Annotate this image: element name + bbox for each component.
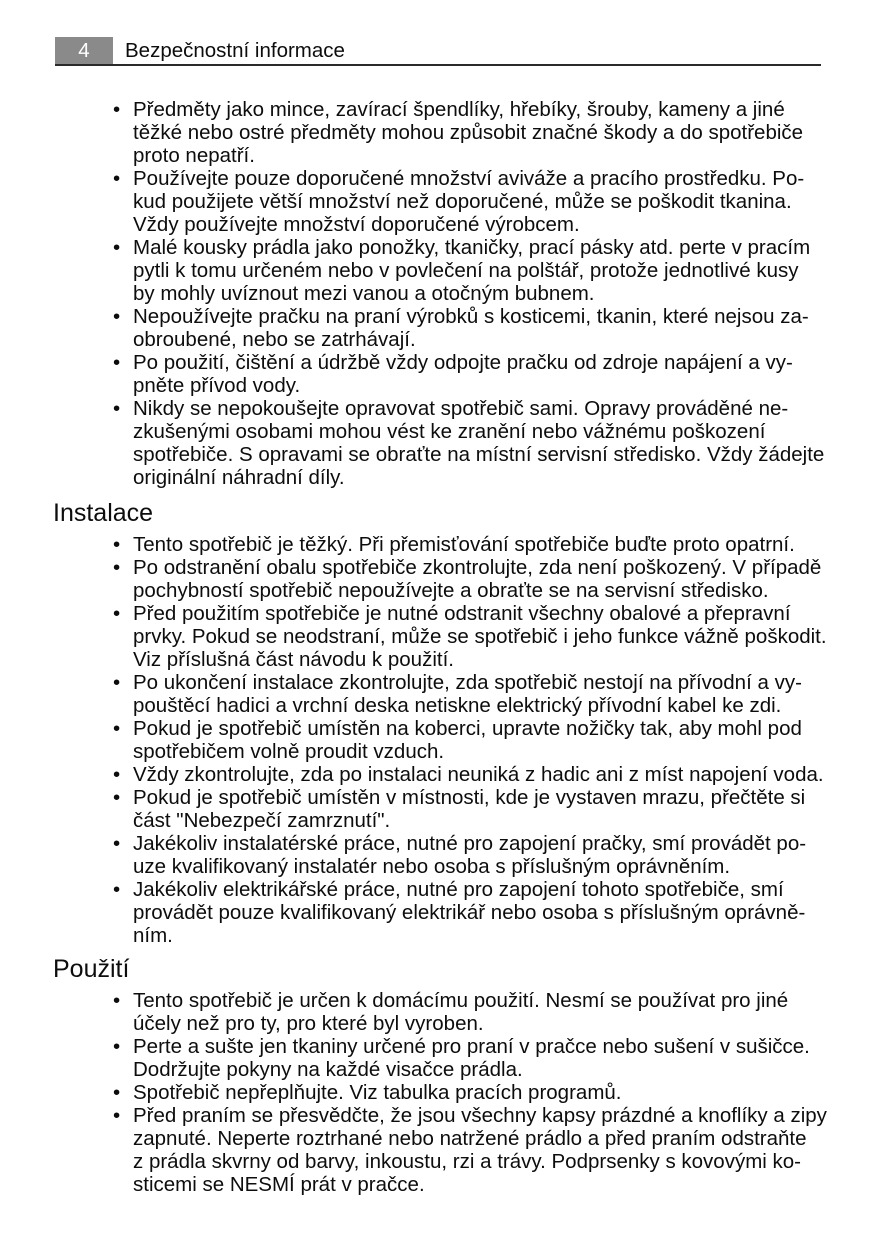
list-item-text-line: spotřebiče. S opravami se obraťte na místní servisní středisko. Vždy žádejte [133,443,825,466]
list-item [133,556,875,602]
section-installation [0,498,875,947]
bullet-icon [113,533,120,556]
list-item-text-line: spotřebičem volně proudit vzduch. [133,740,445,763]
list-item [133,167,875,236]
list-item-text-line: Používejte pouze doporučené množství aviváže a pracího prostředku. Po- [133,167,805,190]
list-item-text-line: Předměty jako mince, zavírací špendlíky, hřebíky, šrouby, kameny a jiné [133,98,785,121]
bullet-icon [113,602,120,625]
list-item-text-line: Vždy zkontrolujte, zda po instalaci neuniká z hadic ani z míst napojení voda. [133,763,824,786]
list-item [133,989,875,1035]
list-item-text-line: Před použitím spotřebiče je nutné odstranit všechny obalové a přepravní [133,602,791,625]
list-item [133,305,875,351]
list-item [133,397,875,489]
section-use [0,954,875,1196]
list-item [133,1104,875,1196]
list-item [133,786,875,832]
list-item-text-line: pytli k tomu určeném nebo v povlečení na polštář, protože jednotlivé kusy [133,259,799,282]
bullet-list [0,989,875,1196]
bullet-list [0,98,875,489]
list-item-text-line: Jakékoliv instalatérské práce, nutné pro zapojení pračky, smí provádět po- [133,832,807,855]
bullet-icon [113,167,120,190]
list-item-text-line: Před praním se přesvědčte, že jsou všechny kapsy prázdné a knoflíky a zipy [133,1104,827,1127]
running-header-title: Bezpečnostní informace [125,39,345,62]
list-item [133,671,875,717]
list-item-text-line: účely než pro ty, pro které byl vyroben. [133,1012,484,1035]
bullet-icon [113,671,120,694]
bullet-icon [113,989,120,1012]
list-item-text-line: zkušenými osobami mohou vést ke zranění nebo vážnému poškození [133,420,766,443]
list-item [133,351,875,397]
list-item-text-line: Perte a sušte jen tkaniny určené pro praní v pračce nebo sušení v sušičce. [133,1035,810,1058]
list-item-text-line: provádět pouze kvalifikovaný elektrikář nebo osoba s příslušným oprávně- [133,901,806,924]
list-item-text-line: Tento spotřebič je těžký. Při přemisťování spotřebiče buďte proto opatrní. [133,533,795,556]
list-item-text-line: Dodržujte pokyny na každé visačce prádla. [133,1058,523,1081]
list-item [133,717,875,763]
list-item-text-line: sticemi se NESMÍ prát v pračce. [133,1173,425,1196]
list-item [133,602,875,671]
list-item-text-line: zapnuté. Neperte roztrhané nebo natržené prádlo a před praním odstraňte [133,1127,807,1150]
list-item-text-line: Malé kousky prádla jako ponožky, tkaničky, prací pásky atd. perte v pracím [133,236,811,259]
list-item-text-line: Po ukončení instalace zkontrolujte, zda spotřebič nestojí na přívodní a vy- [133,671,802,694]
bullet-icon [113,878,120,901]
bullet-icon [113,556,120,579]
list-item [133,878,875,947]
bullet-icon [113,98,120,121]
bullet-icon [113,786,120,809]
list-item-text-line: část "Nebezpečí zamrznutí". [133,809,391,832]
list-item-text-line: prvky. Pokud se neodstraní, může se spotřebič i jeho funkce vážně poškodit. [133,625,827,648]
list-item-text-line: pochybností spotřebič nepoužívejte a obraťte se na servisní středisko. [133,579,769,602]
list-item-text-line: Nepoužívejte pračku na praní výrobků s kosticemi, tkanin, které nejsou za- [133,305,809,328]
page-header [55,37,821,66]
bullet-icon [113,1081,120,1104]
bullet-list [0,533,875,947]
section-heading: Instalace [53,499,154,527]
section-heading: Použití [53,955,130,983]
bullet-icon [113,397,120,420]
list-item-text-line: Pokud je spotřebič umístěn v místnosti, kde je vystaven mrazu, přečtěte si [133,786,806,809]
list-item-text-line: uze kvalifikovaný instalatér nebo osoba s příslušným oprávněním. [133,855,731,878]
list-item-text-line: Vždy používejte množství doporučené výrobcem. [133,213,580,236]
list-item-text-line: pouštěcí hadici a vrchní deska netiskne elektrický přívodní kabel ke zdi. [133,694,782,717]
section-safety-continued [0,98,875,489]
page-number: 4 [55,37,113,64]
list-item [133,533,875,556]
list-item [133,1081,875,1104]
bullet-icon [113,717,120,740]
list-item [133,763,875,786]
list-item-text-line: Pokud je spotřebič umístěn na koberci, upravte nožičky tak, aby mohl pod [133,717,802,740]
list-item-text-line: obroubené, nebo se zatrhávají. [133,328,416,351]
list-item-text-line: Nikdy se nepokoušejte opravovat spotřebič sami. Opravy prováděné ne- [133,397,789,420]
list-item-text-line: Po použití, čištění a údržbě vždy odpojte pračku od zdroje napájení a vy- [133,351,793,374]
list-item-text-line: proto nepatří. [133,144,255,167]
list-item [133,832,875,878]
list-item [133,236,875,305]
list-item-text-line: kud použijete větší množství než doporučené, může se poškodit tkanina. [133,190,792,213]
list-item-text-line: Spotřebič nepřeplňujte. Viz tabulka pracích programů. [133,1081,622,1104]
list-item-text-line: pněte přívod vody. [133,374,301,397]
list-item-text-line: těžké nebo ostré předměty mohou způsobit značné škody a do spotřebiče [133,121,804,144]
list-item-text-line: originální náhradní díly. [133,466,345,489]
list-item-text-line: Jakékoliv elektrikářské práce, nutné pro zapojení tohoto spotřebiče, smí [133,878,784,901]
list-item-text-line: ním. [133,924,173,947]
header-rule [55,64,821,66]
bullet-icon [113,832,120,855]
list-item-text-line: z prádla skvrny od barvy, inkoustu, rzi a trávy. Podprsenky s kovovými ko- [133,1150,802,1173]
bullet-icon [113,1035,120,1058]
list-item-text-line: Po odstranění obalu spotřebiče zkontrolujte, zda není poškozený. V případě [133,556,822,579]
list-item-text-line: Viz příslušná část návodu k použití. [133,648,454,671]
list-item [133,1035,875,1081]
list-item-text-line: by mohly uvíznout mezi vanou a otočným bubnem. [133,282,595,305]
bullet-icon [113,236,120,259]
list-item-text-line: Tento spotřebič je určen k domácímu použití. Nesmí se používat pro jiné [133,989,789,1012]
bullet-icon [113,1104,120,1127]
bullet-icon [113,351,120,374]
bullet-icon [113,305,120,328]
list-item [133,98,875,167]
bullet-icon [113,763,120,786]
